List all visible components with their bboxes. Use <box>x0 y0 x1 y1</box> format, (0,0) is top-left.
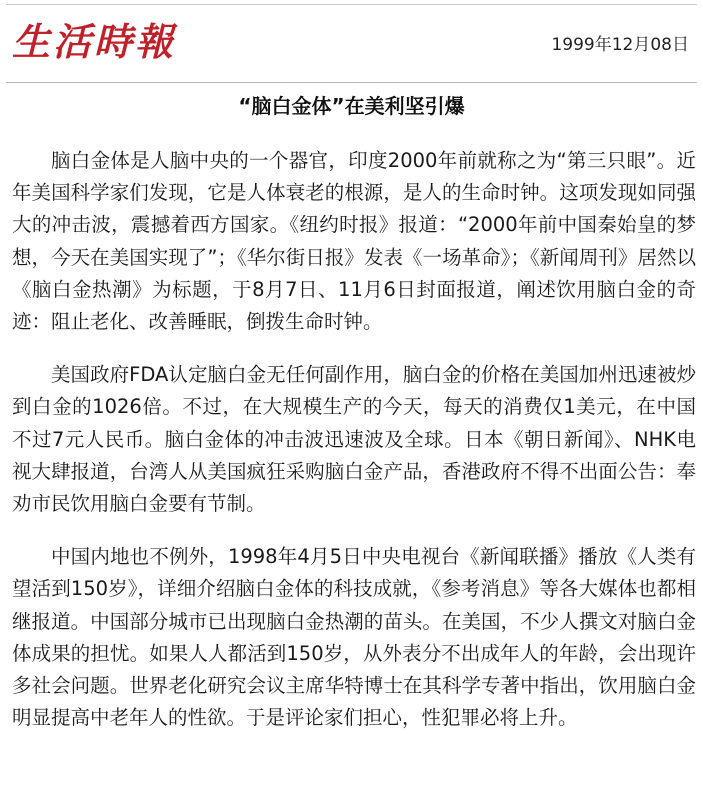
article-paragraph: 美国政府FDA认定脑白金无任何副作用，脑白金的价格在美国加州迅速被炒到白金的1026倍。不过，在大规模生产的今天，每天的消费仅1美元，在中国不过7元人民币。脑白金体的冲击波迅速波及全球。日本《朝日新闻》、NHK电视大肆报道，台湾人从美国疯狂采购脑白金产品，香港政府不得不出面公告：奉劝市民饮用脑白金要有节制。 <box>12 363 696 516</box>
masthead <box>6 6 697 83</box>
issue-date: 1999年12月08日 <box>551 35 689 55</box>
article-paragraph: 中国内地也不例外，1998年4月5日中央电视台《新闻联播》播放《人类有望活到150岁》，详细介绍脑白金体的科技成就，《参考消息》等各大媒体也都相继报道。中国部分城市已出现脑白金热潮的苗头。在美国，不少人撰文对脑白金体成果的担忧。如果人人都活到150岁，从外表分不出成年人的年龄，会出现许多社会问题。世界老化研究会议主席华特博士在其科学专著中指出，饮用脑白金明显提高中老年人的性欲。于是评论家们担心，性犯罪必将上升。 <box>12 545 696 730</box>
newspaper-logo: 生活時報 <box>12 19 177 64</box>
article-body <box>12 145 696 755</box>
top-rule <box>6 4 697 5</box>
article-paragraph: 脑白金体是人脑中央的一个器官，印度2000年前就称之为“第三只眼”。近年美国科学家们发现，它是人体衰老的根源，是人的生命时钟。这项发现如同强大的冲击波，震撼着西方国家。《纽约时报》报道：“2000年前中国秦始皇的梦想，今天在美国实现了”；《华尔街日报》发表《一场革命》；《新闻周刊》居然以《脑白金热潮》为标题，于8月7日、11月6日封面报道，阐述饮用脑白金的奇迹：阻止老化、改善睡眠，倒拨生命时钟。 <box>12 149 696 334</box>
article-headline: “脑白金体”在美利坚引爆 <box>238 94 465 118</box>
